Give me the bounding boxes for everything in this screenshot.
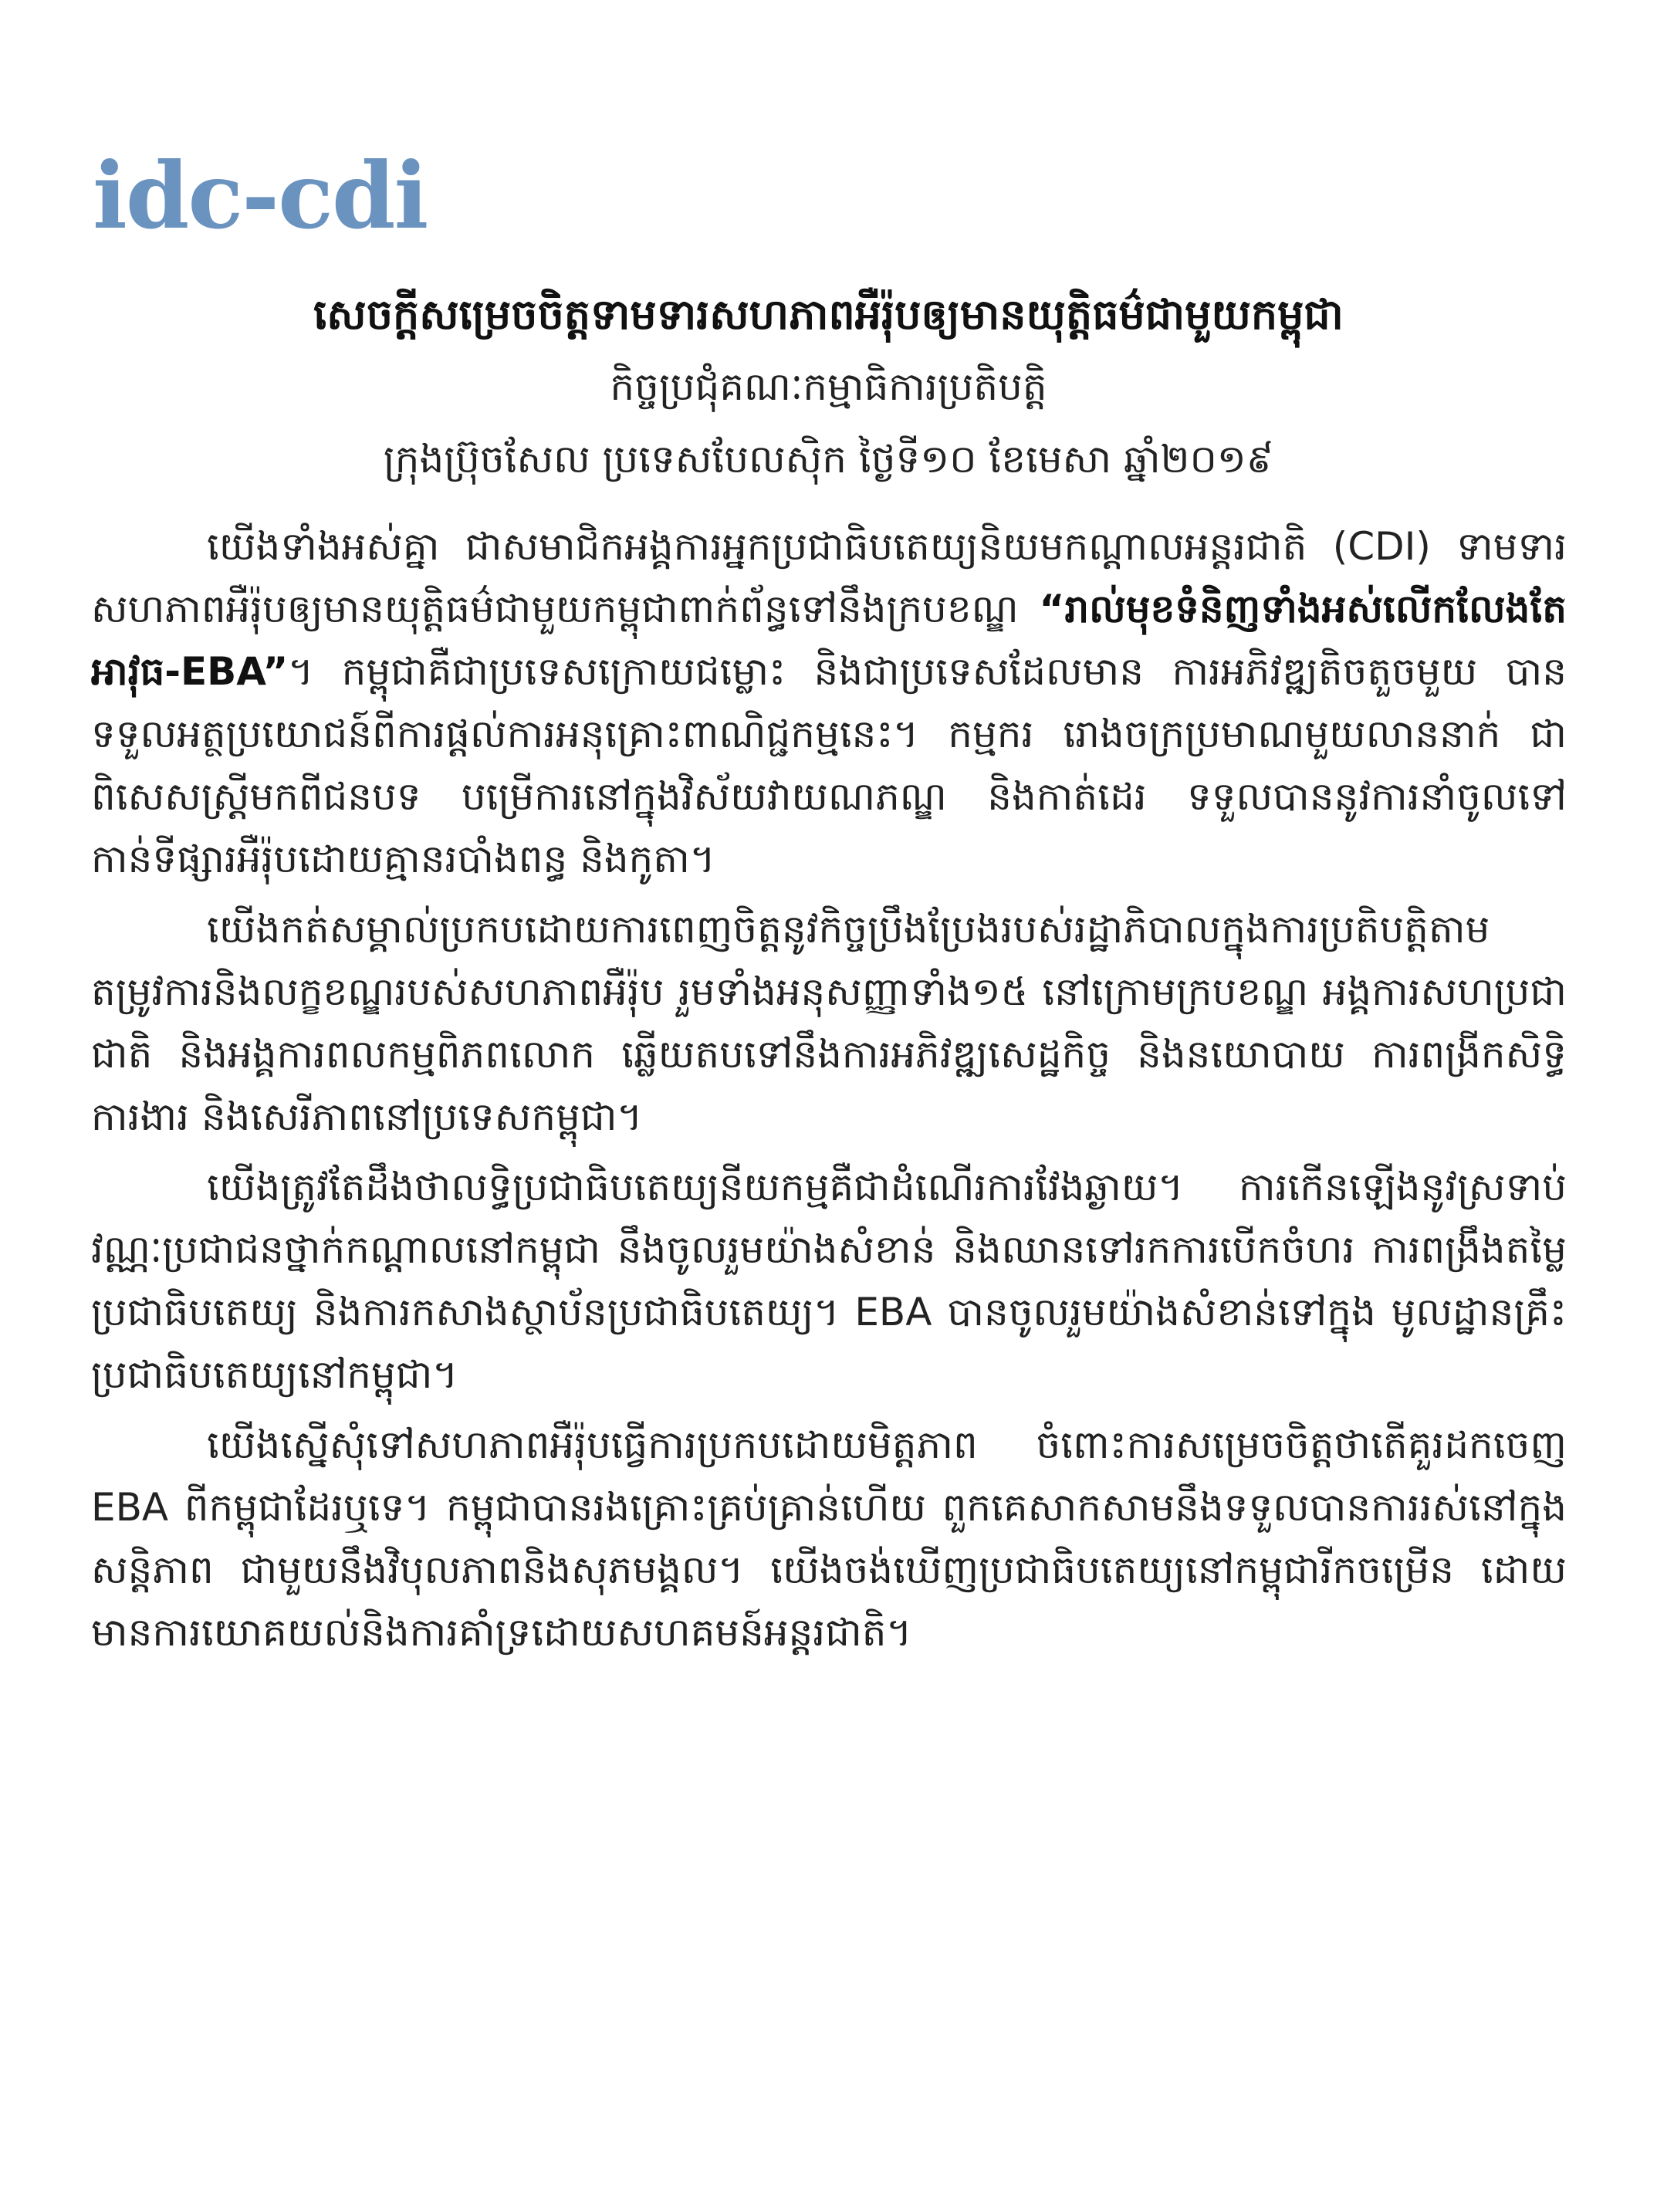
document-title: សេចក្ដីសម្រេចចិត្តទាមទារសហភាពអឺរ៉ុបឲ្យមានយុត្តិធម៌ជាមួយកម្ពុជា: [313, 290, 1344, 339]
paragraph-4: យើងស្នើសុំទៅសហភាពអឺរ៉ុបធ្វើការប្រកបដោយមិត្តភាព ចំពោះការសម្រេចចិត្តថាតើគួរដកចេញ EBA ពីកម្ពុជាដែរឬទេ។ កម្ពុជាបានរងគ្រោះគ្រប់គ្រាន់ហើយ ពួកគេសាកសាមនឹងទទួលបានការរស់នៅក្នុងសន្តិភាព ជាមួយនឹងវិបុលភាពនិងសុភមង្គល។ យើងចង់ឃើញប្រជាធិបតេយ្យនៅកម្ពុជារីកចម្រើន ដោយមានការយោគយល់និងការគាំទ្រដោយសហគមន៍អន្តរជាតិ។: [91, 1422, 1567, 1655]
paragraph-3: យើងត្រូវតែដឹងថាលទ្ធិប្រជាធិបតេយ្យនីយកម្មគឺជាដំណើរការវែងឆ្ងាយ។ ការកើនឡើងនូវស្រទាប់វណ្ណៈប្រជាជនថ្នាក់កណ្ដាលនៅកម្ពុជា នឹងចូលរួមយ៉ាងសំខាន់ និងឈានទៅរកការបើកចំហរ ការពង្រឹងតម្លៃប្រជាធិបតេយ្យ និងការកសាងស្ថាប័នប្រជាធិបតេយ្យ។ EBA បានចូលរួមយ៉ាងសំខាន់ទៅក្នុង មូលដ្ឋានគ្រឹះប្រជាធិបតេយ្យនៅកម្ពុជា។: [91, 1165, 1567, 1397]
paragraph-1-text-b: ។ កម្ពុជាគឺជាប្រទេសក្រោយជម្លោះ និងជាប្រទេសដែលមាន ការអភិវឌ្ឍតិចតួចមួយ បានទទួលអត្ថប្រយោជន៍ពីការផ្ដល់ការអនុគ្រោះពាណិជ្ជកម្មនេះ។ កម្មករ រោងចក្រប្រមាណមួយលាននាក់ ជាពិសេសស្ត្រីមកពីជនបទ បម្រើការនៅក្នុងវិស័យវាយណភណ្ឌ និងកាត់ដេរ ទទួលបាននូវការនាំចូលទៅកាន់ទីផ្សារអឺរ៉ុបដោយគ្មានរបាំងពន្ធ និងកូតា។: [91, 649, 1567, 881]
paragraph-1-text-a: យើងទាំងអស់គ្នា ជាសមាជិកអង្គការអ្នកប្រជាធិបតេយ្យនិយមកណ្ដាលអន្តរជាតិ (CDI) ទាមទារសហភាពអឺរ៉ុបឲ្យមានយុត្តិធម៌ជាមួយកម្ពុជាពាក់ព័ន្ធទៅនឹងក្របខណ្ឌ: [91, 524, 1567, 631]
document-body: [91, 516, 1567, 1664]
paragraph-2: យើងកត់សម្គាល់ប្រកបដោយការពេញចិត្តនូវកិច្ចប្រឹងប្រែងរបស់រដ្ឋាភិបាលក្នុងការប្រតិបត្តិតាមតម្រូវការនិងលក្ខខណ្ឌរបស់សហភាពអឺរ៉ុប រួមទាំងអនុសញ្ញាទាំង១៥ នៅក្រោមក្របខណ្ឌ អង្គការសហប្រជាជាតិ និងអង្គការពលកម្មពិភពលោក ឆ្លើយតបទៅនឹងការអភិវឌ្ឍសេដ្ឋកិច្ច និងនយោបាយ ការពង្រីកសិទ្ធិការងារ និងសេរីភាពនៅប្រទេសកម្ពុជា។: [91, 907, 1567, 1139]
meeting-place-date: ក្រុងប្រ៊ុចសែល ប្រទេសបែលស៊ិក ថ្ងៃទី១០ ខែមេសា ឆ្នាំ២០១៩: [383, 437, 1274, 482]
paragraph-1: [91, 516, 1567, 891]
eba-highlight: “រាល់មុខទំនិញទាំងអស់លើកលែងតែអាវុធ-EBA”: [91, 587, 1567, 694]
meeting-name: កិច្ចប្រជុំគណៈកម្មាធិការប្រតិបត្តិ: [610, 364, 1047, 409]
idc-cdi-logo: idc-cdi: [93, 142, 428, 249]
